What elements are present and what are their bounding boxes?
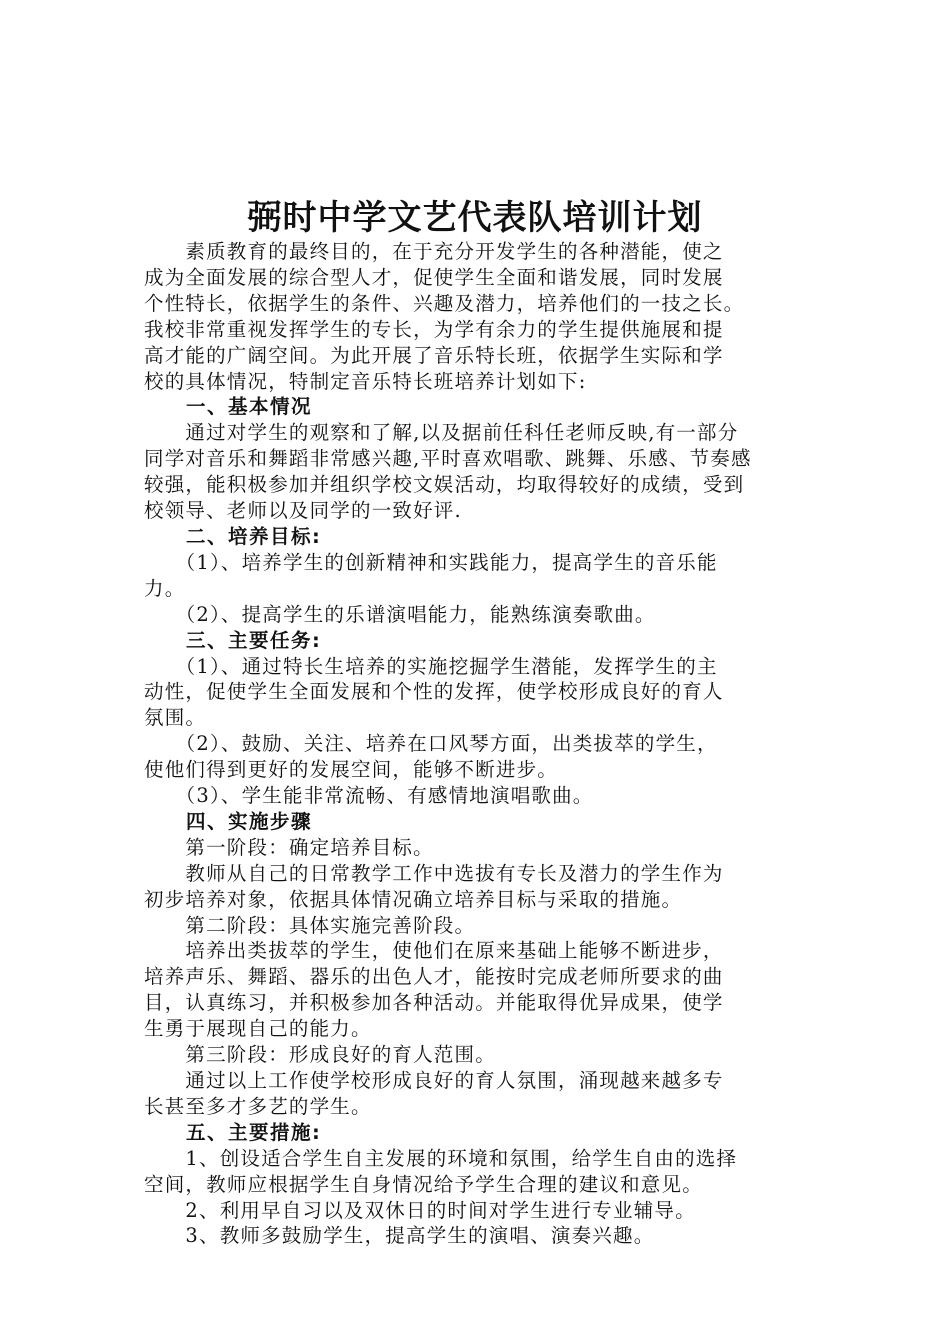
- body-text-line: 2、利用早自习以及双休日的时间对学生进行专业辅导。: [144, 1198, 696, 1222]
- section-heading: 二、培养目标:: [144, 524, 322, 548]
- section-heading: 五、主要措施:: [144, 1120, 322, 1144]
- body-text-line: 目，认真练习，并积极参加各种活动。并能取得优异成果，使学: [144, 991, 724, 1015]
- section-heading: 一、基本情况: [144, 395, 313, 419]
- document-title: 弼时中学文艺代表队培训计划: [247, 198, 703, 238]
- body-text-line: 培养声乐、舞蹈、器乐的出色人才，能按时完成老师所要求的曲: [144, 965, 724, 989]
- body-text-line: 校领导、老师以及同学的一致好评.: [144, 499, 462, 523]
- body-text-line: 生勇于展现自己的能力。: [144, 1017, 372, 1041]
- body-text-line: 我校非常重视发挥学生的专长，为学有余力的学生提供施展和提: [144, 317, 724, 341]
- body-text-line: （2）、提高学生的乐谱演唱能力，能熟练演奏歌曲。: [144, 602, 656, 626]
- document-body: [144, 239, 812, 1249]
- body-text-line: （2）、鼓励、关注、培养在口风琴方面，出类拔萃的学生，: [144, 732, 718, 756]
- body-text-line: （1）、通过特长生培养的实施挖掘学生潜能，发挥学生的主: [144, 654, 718, 678]
- body-text-line: 第二阶段：具体实施完善阶段。: [144, 913, 476, 937]
- body-text-line: 长甚至多才多艺的学生。: [144, 1094, 372, 1118]
- body-text-line: 同学对音乐和舞蹈非常感兴趣,平时喜欢唱歌、跳舞、乐感、节奏感: [144, 447, 752, 471]
- body-text-line: 初步培养对象，依据具体情况确立培养目标与采取的措施。: [144, 887, 683, 911]
- body-text-line: 个性特长，依据学生的条件、兴趣及潜力，培养他们的一技之长。: [144, 291, 745, 315]
- body-text-line: 校的具体情况，特制定音乐特长班培养计划如下:: [144, 369, 587, 393]
- body-text-line: 空间，教师应根据学生自身情况给予学生合理的建议和意见。: [144, 1172, 703, 1196]
- body-text-line: 使他们得到更好的发展空间，能够不断进步。: [144, 758, 559, 782]
- body-text-line: 3、教师多鼓励学生，提高学生的演唱、演奏兴趣。: [144, 1224, 655, 1248]
- section-heading: 三、主要任务:: [144, 628, 322, 652]
- body-text-line: 1、创设适合学生自主发展的环境和氛围，给学生自由的选择: [144, 1146, 738, 1170]
- body-text-line: 动性，促使学生全面发展和个性的发挥，使学校形成良好的育人: [144, 680, 724, 704]
- body-text-line: 教师从自己的日常教学工作中选拔有专长及潜力的学生作为: [144, 861, 724, 885]
- body-text-line: 通过对学生的观察和了解,以及据前任科任老师反映,有一部分: [144, 421, 739, 445]
- body-text-line: 高才能的广阔空间。为此开展了音乐特长班，依据学生实际和学: [144, 343, 724, 367]
- body-text-line: （1）、培养学生的创新精神和实践能力，提高学生的音乐能: [144, 550, 718, 574]
- body-text-line: 第三阶段：形成良好的育人范围。: [144, 1043, 496, 1067]
- body-text-line: 成为全面发展的综合型人才，促使学生全面和谐发展，同时发展: [144, 265, 724, 289]
- body-text-line: 较强，能积极参加并组织学校文娱活动，均取得较好的成绩，受到: [144, 473, 745, 497]
- body-text-line: 素质教育的最终目的，在于充分开发学生的各种潜能，使之: [144, 240, 724, 263]
- body-text-line: 培养出类拔萃的学生，使他们在原来基础上能够不断进步，: [144, 939, 724, 963]
- body-text-line: 通过以上工作使学校形成良好的育人氛围，涌现越来越多专: [144, 1069, 724, 1092]
- body-text-line: 力。: [144, 576, 186, 600]
- body-text-line: （3）、学生能非常流畅、有感情地演唱歌曲。: [144, 784, 594, 808]
- body-text-line: 第一阶段：确定培养目标。: [144, 835, 434, 859]
- section-heading: 四、实施步骤: [144, 809, 313, 833]
- body-text-line: 氛围。: [144, 706, 207, 730]
